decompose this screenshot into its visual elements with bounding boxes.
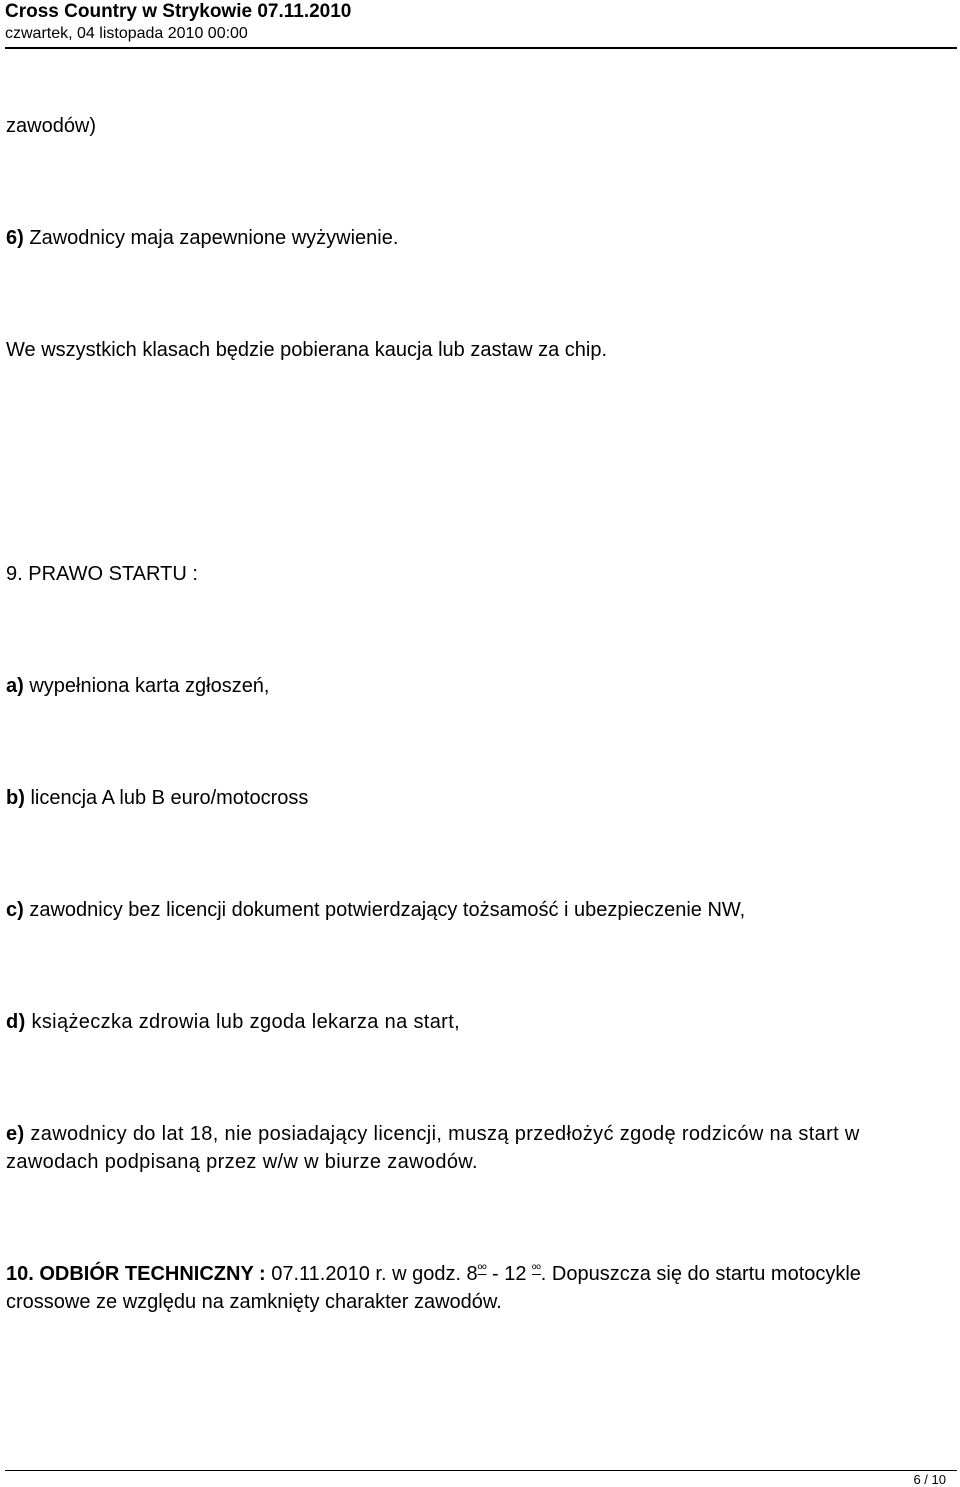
hour-superscript: ºº	[532, 1262, 541, 1276]
item-text: zawodnicy bez licencji dokument potwierdzający tożsamość i ubezpieczenie NW,	[23, 899, 746, 921]
section-9-heading	[6, 560, 198, 588]
section-10	[6, 1260, 946, 1316]
section-10-text: . Dopuszcza się do startu motocykle crossowe ze względu na zamknięty charakter zawodów.	[6, 1263, 861, 1313]
item-label: b)	[6, 787, 25, 809]
paragraph-zawodow	[6, 112, 96, 140]
hour-superscript: ºº	[477, 1262, 487, 1276]
item-text: licencja A lub B euro/motocross	[24, 787, 309, 809]
header-divider	[5, 47, 957, 49]
item-label: d)	[6, 1011, 26, 1033]
item-label: c)	[6, 899, 24, 921]
heading-text: 9. PRAWO STARTU :	[6, 563, 198, 585]
list-item-b	[6, 784, 308, 812]
document-date: czwartek, 04 listopada 2010 00:00	[5, 25, 248, 42]
item-label: e)	[6, 1123, 25, 1145]
section-10-text: - 12	[486, 1263, 533, 1285]
item-label: a)	[6, 675, 24, 697]
paragraph-kaucja	[6, 336, 607, 364]
footer-divider	[5, 1470, 957, 1471]
item-text: zawodnicy do lat 18, nie posiadający licencji, muszą przedłożyć zgodę rodziców na start w zawodach podpisaną przez w/w w biurze zawodów.	[6, 1123, 860, 1173]
item-text: książeczka zdrowia lub zgoda lekarza na start,	[25, 1011, 461, 1033]
paragraph-text: zawodów)	[6, 115, 97, 137]
list-item-d	[6, 1008, 460, 1036]
paragraph-text: We wszystkich klasach będzie pobierana kaucja lub zastaw za chip.	[6, 339, 608, 361]
item-text: wypełniona karta zgłoszeń,	[23, 675, 270, 697]
paragraph-6	[6, 224, 398, 252]
page-number: 6 / 10	[913, 1472, 946, 1487]
item-label: 6)	[6, 227, 24, 249]
list-item-c	[6, 896, 745, 924]
document-title: Cross Country w Strykowie 07.11.2010	[5, 1, 352, 22]
page-header	[5, 0, 957, 44]
section-10-text: 07.11.2010 r. w godz. 8	[265, 1263, 478, 1285]
list-item-e	[6, 1120, 946, 1176]
section-10-label: 10. ODBIÓR TECHNICZNY :	[6, 1263, 266, 1285]
list-item-a	[6, 672, 270, 700]
item-text: Zawodnicy maja zapewnione wyżywienie.	[23, 227, 399, 249]
